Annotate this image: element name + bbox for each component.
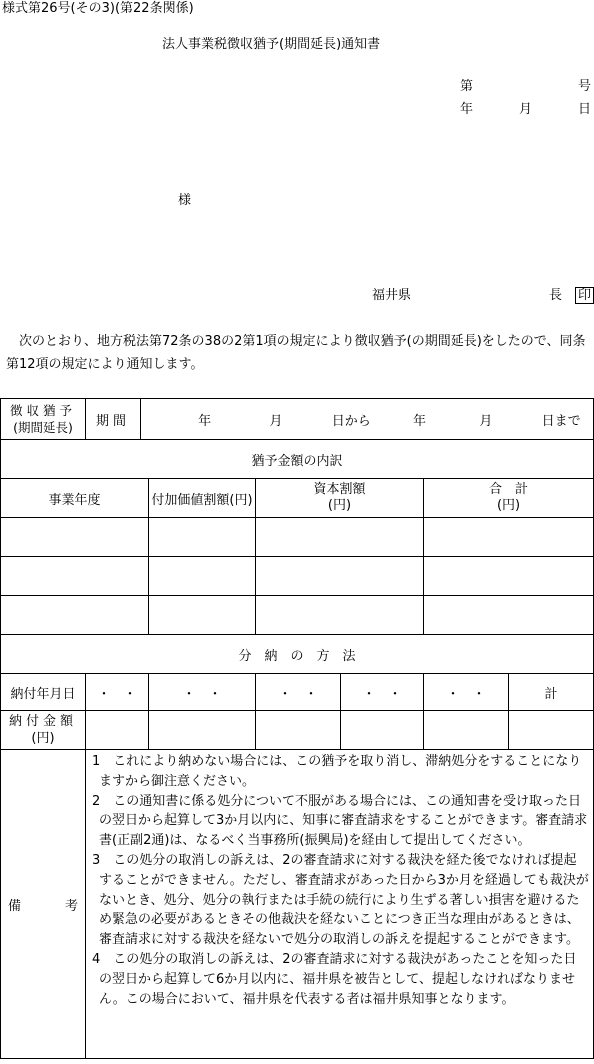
breakdown-year-cell[interactable] bbox=[1, 518, 149, 557]
payment-amount-cell[interactable] bbox=[256, 711, 341, 750]
issuer-chief: 長 bbox=[549, 288, 563, 303]
period-to-year: 年 bbox=[413, 413, 427, 429]
breakdown-capital-cell[interactable] bbox=[256, 596, 424, 635]
installment-title: 分 納 の 方 法 bbox=[1, 635, 594, 674]
period-to-month: 月 bbox=[479, 413, 493, 429]
doc-number-go: 号 bbox=[578, 79, 592, 94]
breakdown-total-cell[interactable] bbox=[424, 596, 594, 635]
col-total: 合 計 (円) bbox=[424, 479, 594, 518]
remarks-row bbox=[1, 750, 594, 1059]
breakdown-row bbox=[1, 518, 594, 557]
payment-date-label: 納付年月日 bbox=[1, 674, 86, 711]
remarks-label: 備 考 bbox=[1, 750, 86, 1059]
payment-amount-label: 納付金額 (円) bbox=[1, 711, 86, 750]
period-from-month: 月 bbox=[269, 413, 283, 429]
period-label: 期間 bbox=[86, 399, 141, 440]
payment-total-label: 計 bbox=[509, 674, 594, 711]
payment-date-cell[interactable]: ・ ・ bbox=[86, 674, 149, 711]
remarks-notes bbox=[86, 750, 594, 1059]
breakdown-added-value-cell[interactable] bbox=[149, 557, 256, 596]
period-to-day: 日まで bbox=[541, 413, 581, 429]
breakdown-year-cell[interactable] bbox=[1, 596, 149, 635]
payment-amount-total-cell[interactable] bbox=[509, 711, 594, 750]
date-day: 日 bbox=[578, 102, 592, 117]
breakdown-added-value-cell[interactable] bbox=[149, 518, 256, 557]
breakdown-year-cell[interactable] bbox=[1, 557, 149, 596]
note-item: 2 この通知書に係る処分について不服がある場合には、この通知書を受け取った日の翌日から起算して3か月以内に、知事に審査請求をすることができます。審査請求書(正副2通)は、なるべく当事務所(振興局)を経由して提出してください。 bbox=[92, 793, 588, 849]
addressee-suffix: 様 bbox=[178, 193, 192, 208]
col-added-value: 付加価値割額(円) bbox=[149, 479, 256, 518]
col-business-year: 事業年度 bbox=[1, 479, 149, 518]
breakdown-added-value-cell[interactable] bbox=[149, 596, 256, 635]
issuer-prefecture: 福井県 bbox=[372, 288, 412, 303]
payment-amount-row bbox=[1, 711, 594, 750]
period-range bbox=[141, 399, 594, 440]
breakdown-header-row bbox=[1, 479, 594, 518]
note-item: 3 この処分の取消しの訴えは、2の審査請求に対する裁決を経た後でなければ提起することができません。ただし、審査請求があった日から3か月を経過しても裁決がないとき、処分、処分の執行または手続の続行により生ずる著しい損害を避けるため緊急の必要があるときその他裁決を経ないことにつき正当な理由があるときは、審査請求に対する裁決を経ないで処分の取消しの訴えを提起することができます。 bbox=[92, 852, 589, 948]
payment-date-cell[interactable]: ・ ・ bbox=[424, 674, 509, 711]
period-from-day: 日から bbox=[331, 413, 371, 429]
deferral-table bbox=[0, 398, 594, 1059]
note-item: 1 これにより納めない場合には、この猶予を取り消し、滞納処分をすることになりますから御注意ください。 bbox=[92, 754, 582, 789]
breakdown-capital-cell[interactable] bbox=[256, 557, 424, 596]
payment-amount-cell[interactable] bbox=[341, 711, 424, 750]
col-capital: 資本割額 (円) bbox=[256, 479, 424, 518]
payment-date-cell[interactable]: ・ ・ bbox=[149, 674, 256, 711]
seal-mark: 印 bbox=[575, 287, 594, 304]
breakdown-title: 猶予金額の内訳 bbox=[1, 440, 594, 479]
breakdown-total-cell[interactable] bbox=[424, 518, 594, 557]
note-item: 4 この処分の取消しの訴えは、2の審査請求に対する裁決があったことを知った日の翌日から起算して6か月以内に、福井県を被告として、提起しなければなりません。この場合において、福井県を代表する者は福井県知事となります。 bbox=[92, 951, 577, 1007]
form-number: 様式第26号(その3)(第22条関係) bbox=[2, 1, 194, 16]
document-title: 法人事業税徴収猶予(期間延長)通知書 bbox=[162, 37, 381, 52]
breakdown-row bbox=[1, 557, 594, 596]
payment-amount-cell[interactable] bbox=[86, 711, 149, 750]
date-month: 月 bbox=[519, 102, 533, 117]
payment-amount-cell[interactable] bbox=[149, 711, 256, 750]
breakdown-total-cell[interactable] bbox=[424, 557, 594, 596]
payment-date-row bbox=[1, 674, 594, 711]
payment-amount-cell[interactable] bbox=[424, 711, 509, 750]
payment-date-cell[interactable]: ・ ・ bbox=[341, 674, 424, 711]
doc-number-dai: 第 bbox=[460, 79, 474, 94]
period-from-year: 年 bbox=[198, 413, 212, 429]
period-row bbox=[1, 399, 594, 440]
deferral-label: 徴収猶予 (期間延長) bbox=[1, 399, 86, 440]
payment-date-cell[interactable]: ・ ・ bbox=[256, 674, 341, 711]
breakdown-capital-cell[interactable] bbox=[256, 518, 424, 557]
breakdown-row bbox=[1, 596, 594, 635]
date-year: 年 bbox=[460, 102, 474, 117]
intro-paragraph: 次のとおり、地方税法第72条の38の2第1項の規定により徴収猶予(の期間延長)をしたので、同条第12項の規定により通知します。 bbox=[6, 334, 586, 372]
